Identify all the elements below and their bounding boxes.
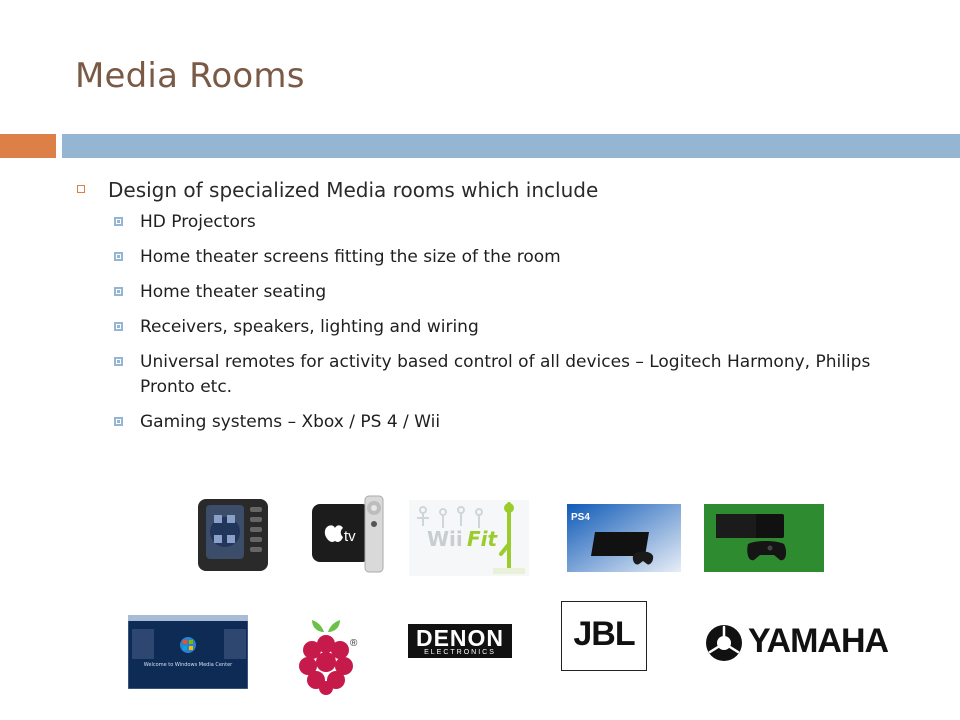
yamaha-logo (704, 622, 889, 664)
apple-tv-image (311, 494, 387, 574)
sub-bullet-text: Home theater screens fitting the size of the room (140, 247, 561, 267)
sub-bullet-text: Receivers, speakers, lighting and wiring (140, 317, 479, 337)
wii-fit-image (409, 500, 529, 576)
harmony-remote-image (196, 497, 270, 573)
slide-title: Media Rooms (75, 56, 305, 96)
bullet-square-icon (114, 357, 123, 366)
denon-logo (408, 624, 512, 658)
sub-bullet (76, 245, 916, 270)
denon-label: DENON (415, 625, 505, 651)
jbl-label: JBL (573, 615, 635, 653)
raspberry-pi-logo (294, 614, 362, 696)
ps4-image (567, 504, 681, 572)
sub-bullet (76, 210, 916, 235)
sub-bullet (76, 410, 916, 435)
bullet-square-icon (114, 217, 123, 226)
sub-bullet (76, 350, 916, 400)
sub-bullet-text: HD Projectors (140, 212, 256, 232)
sub-bullet-text: Gaming systems – Xbox / PS 4 / Wii (140, 412, 441, 432)
wmc-label: Welcome to Windows Media Center (143, 662, 233, 668)
bullet-main (76, 176, 916, 206)
bullet-main-text: Design of specialized Media rooms which include (108, 178, 599, 202)
windows-media-center-image (128, 615, 248, 689)
bullet-square-icon (114, 417, 123, 426)
denon-sub-label: ELECTRONICS (424, 649, 496, 656)
xbox-one-image (704, 504, 824, 572)
yamaha-label: YAMAHA (748, 622, 889, 660)
sub-bullet (76, 280, 916, 305)
sub-bullet-text: Home theater seating (140, 282, 327, 302)
bullet-square-icon (77, 185, 85, 193)
yamaha-tuning-fork-icon (704, 623, 744, 663)
bullet-square-icon (114, 322, 123, 331)
registered-mark: ® (350, 638, 358, 649)
bullet-square-icon (114, 287, 123, 296)
bullet-list (76, 176, 916, 435)
apple-tv-label: tv (344, 528, 356, 545)
bullet-square-icon (114, 252, 123, 261)
fit-label: Fit (467, 527, 498, 551)
jbl-logo (561, 601, 647, 671)
sub-bullet (76, 315, 916, 340)
sub-bullet-text: Universal remotes for activity based control of all devices – Logitech Harmony, Philips Pronto etc. (140, 352, 871, 397)
title-divider-bar (62, 134, 960, 158)
wii-label: Wii (427, 527, 463, 551)
ps4-label: PS4 (571, 512, 590, 523)
title-accent-bar (0, 134, 56, 158)
